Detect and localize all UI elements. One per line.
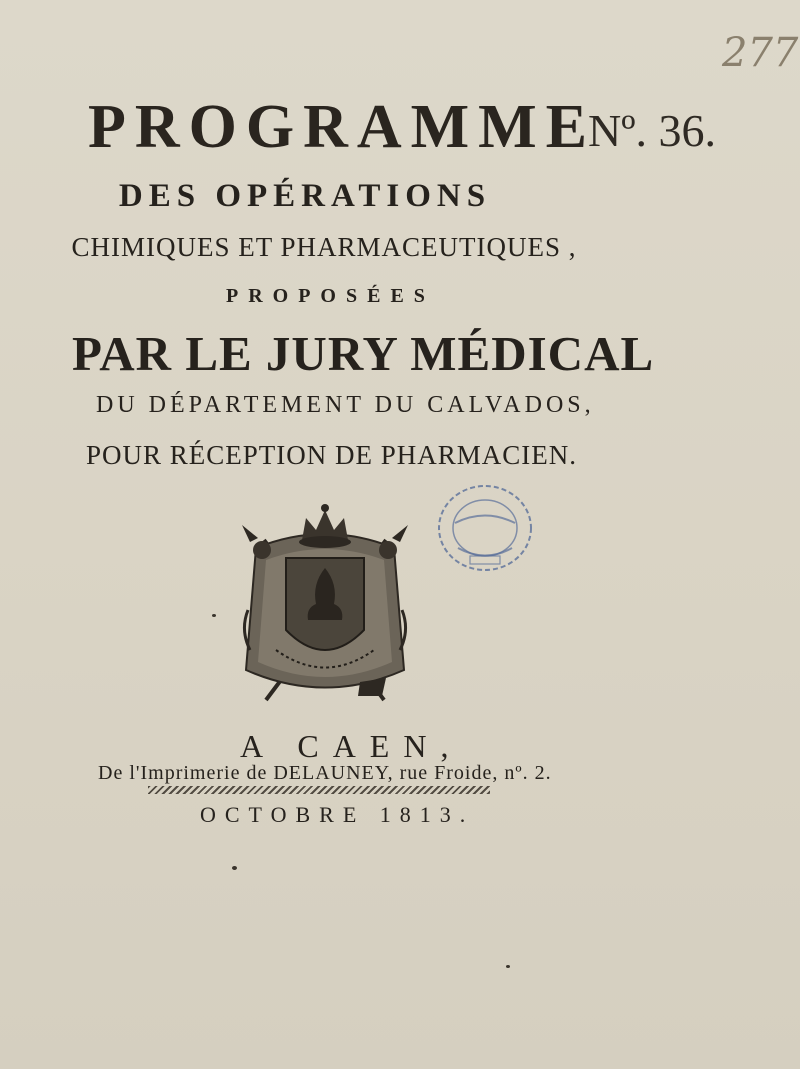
page-title: PROGRAMME bbox=[88, 93, 597, 161]
ornamental-divider bbox=[148, 786, 490, 794]
imprint-place: A CAEN, bbox=[240, 728, 463, 764]
document-number: Nº. 36. bbox=[588, 105, 716, 156]
subtitle-proposes: PROPOSÉES bbox=[226, 285, 435, 307]
library-stamp-icon bbox=[430, 478, 540, 578]
ink-speck bbox=[506, 965, 510, 968]
imprint-date: OCTOBRE 1813. bbox=[200, 802, 475, 827]
folio-mark: 277 bbox=[722, 30, 799, 76]
subtitle-reception: POUR RÉCEPTION DE PHARMACIEN. bbox=[86, 440, 578, 470]
imperial-coat-of-arms-icon bbox=[236, 500, 414, 710]
ink-speck bbox=[232, 866, 237, 870]
subtitle-chimiques: CHIMIQUES ET PHARMACEUTIQUES , bbox=[71, 232, 577, 262]
subtitle-departement: DU DÉPARTEMENT DU CALVADOS, bbox=[96, 392, 595, 418]
ink-speck bbox=[212, 614, 216, 617]
subtitle-jury: PAR LE JURY MÉDICAL bbox=[72, 326, 655, 381]
subtitle-operations: DES OPÉRATIONS bbox=[118, 178, 492, 214]
imprint-printer: De l'Imprimerie de DELAUNEY, rue Froide, nº. 2. bbox=[98, 762, 552, 784]
